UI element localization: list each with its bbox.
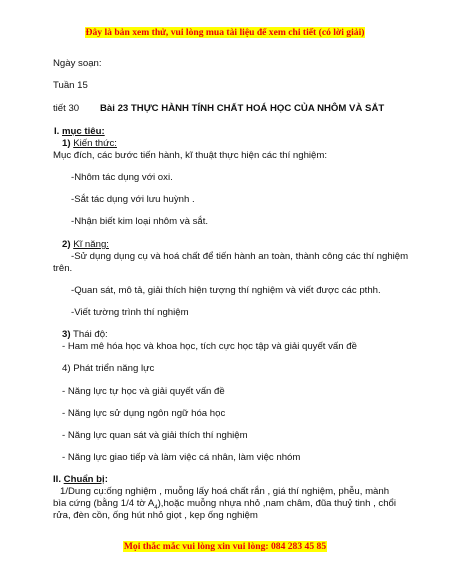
date-label: Ngày soạn:: [53, 58, 102, 69]
equipment-line: rửa, đèn cồn, ống hút nhỏ giọt , kẹp ống nghiệm: [53, 510, 258, 521]
competence-label: Phát triển năng lực: [73, 363, 155, 374]
skills-item: -Viết tường trình thí nghiệm: [71, 307, 189, 318]
attitude-label: Thái độ:: [73, 329, 108, 340]
section-2-title: Chuẩn bị: [63, 474, 105, 485]
knowledge-intro: Mục đích, các bước tiến hành, kĩ thuật thực hiện các thí nghiệm:: [53, 150, 328, 161]
attitude-number: 3): [62, 329, 71, 340]
equipment-text: ),hoặc muỗng nhựa nhỏ ,nam châm, đũa thuỷ tinh , chổi: [157, 498, 397, 509]
section-1-number: I.: [54, 126, 60, 137]
competence-item: - Năng lực tự học và giải quyết vấn đề: [62, 386, 225, 397]
attitude-heading: [62, 329, 108, 341]
skills-line: -Sử dụng dụng cụ và hoá chất để tiến hành an toàn, thành công các thí nghiệm: [71, 251, 409, 262]
competence-item: - Năng lực sử dụng ngôn ngữ hóa học: [62, 408, 226, 419]
knowledge-number: 1): [62, 138, 71, 149]
section-1-title: mục tiêu:: [62, 126, 105, 137]
knowledge-label: Kiến thức:: [73, 138, 117, 149]
week-label: Tuần 15: [53, 80, 88, 91]
competence-heading: [62, 363, 154, 375]
header-banner: Đây là bản xem thử, vui lòng mua tài liệu để xem chi tiết (có lời giải): [85, 27, 365, 38]
lesson-title: Bài 23 THỰC HÀNH TÍNH CHẤT HOÁ HỌC CỦA NHÔM VÀ SẮT: [100, 103, 385, 114]
footer-banner: Mọi thắc mắc vui lòng xin vui lòng: 084 283 45 85: [123, 541, 327, 552]
section-1-heading: [54, 126, 105, 138]
equipment-subscript: 4: [154, 504, 158, 511]
knowledge-item: -Nhận biết kim loại nhôm và sắt.: [71, 216, 209, 227]
competence-number: 4): [62, 363, 71, 374]
equipment-line: 1/Dung cụ:ống nghiệm , muỗng lấy hoá chất rắn , giá thí nghiệm, phễu, mành: [60, 486, 390, 497]
skills-line-cont: trên.: [53, 263, 73, 274]
attitude-text: - Ham mê hóa học và khoa học, tích cực học tập và giải quyết vấn đề: [62, 341, 357, 352]
skills-heading: [62, 239, 109, 251]
skills-number: 2): [62, 239, 71, 250]
knowledge-heading: [62, 138, 117, 150]
skills-item: -Quan sát, mô tả, giải thích hiện tượng thí nghiệm và viết được các pthh.: [71, 285, 381, 296]
competence-item: - Năng lực giao tiếp và làm việc cá nhân, làm việc nhóm: [62, 452, 301, 463]
knowledge-item: -Sắt tác dụng với lưu huỳnh .: [71, 194, 195, 205]
section-2-heading: [53, 474, 108, 486]
section-2-number: II.: [53, 474, 61, 485]
knowledge-item: -Nhôm tác dụng với oxi.: [71, 172, 173, 183]
section-2-colon: :: [104, 474, 108, 485]
equipment-text: bìa cứng (bằng 1/4 tờ A: [53, 498, 155, 509]
lesson-label: tiết 30: [53, 103, 80, 114]
skills-label: Kĩ năng:: [73, 239, 109, 250]
competence-item: - Năng lực quan sát và giải thích thí nghiệm: [62, 430, 248, 441]
